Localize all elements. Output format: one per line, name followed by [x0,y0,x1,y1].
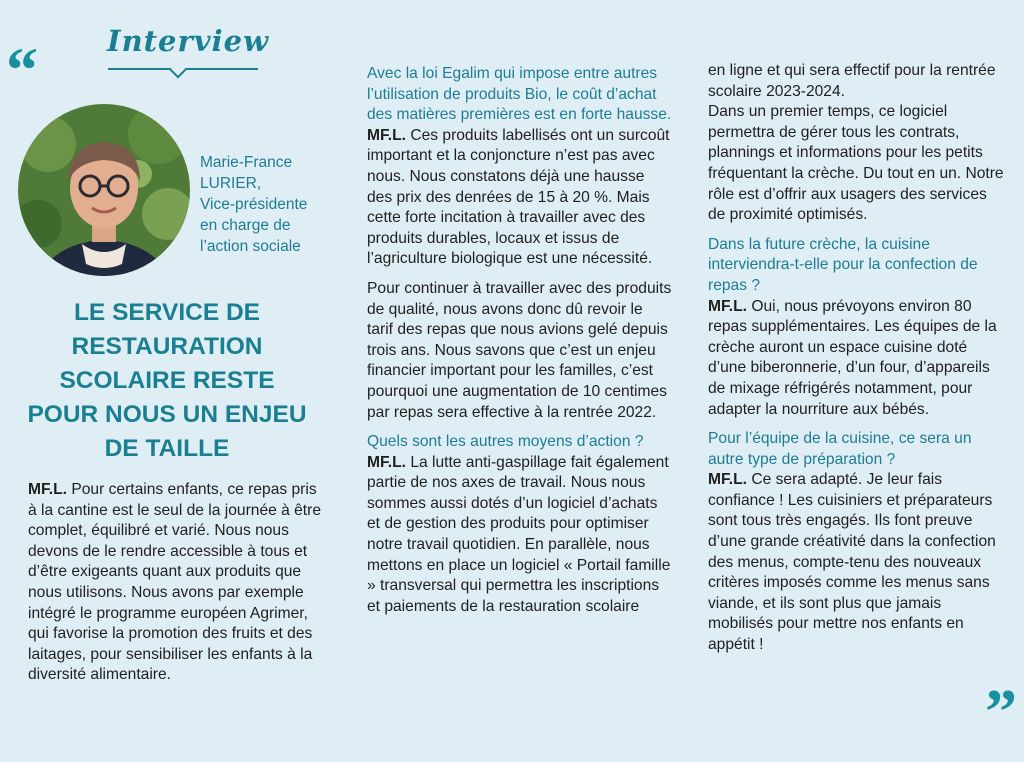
speaker-initials: MF.L. [367,453,406,471]
interviewee-first-name: Marie-France [200,154,293,171]
answer-text: Oui, nous prévoyons environ 80 repas supplémentaires. Les équipes de la crèche auront un espace cuisine doté d’une biberonnerie, d’un four, d’appareils de mixage réfrigérés notamment, pour adapter la nourriture aux bébés. [708,297,997,418]
interviewee-role-line: Vice-présidente [200,196,308,213]
headline: LE SERVICE DE RESTAURATION SCOLAIRE RESTE POUR NOUS UN ENJEU DE TAILLE [27,299,307,462]
answer-paragraph [708,470,1008,655]
answer-paragraph [367,126,672,270]
answer-continuation: en ligne et qui sera effectif pour la rentrée scolaire 2023-2024. [708,62,996,100]
speaker-initials: MF.L. [28,481,67,498]
interviewee-role-line: l’action sociale [200,238,301,255]
question-3: Dans la future crèche, la cuisine interviendra-t-elle pour la confection de repas ? [708,235,978,294]
answer-paragraph [367,453,672,618]
column-3 [708,61,1008,665]
answer-text: Pour certains enfants, ce repas pris à la cantine est le seul de la journée à être complet, équilibré et varié. Nous nous devons de le rendre accessible à tous et d’être exigeants quant aux produits que nous utilisons. Nous avons par exemple intégré le programme européen Agrimer, qui favorise la promotion des fruits et des laitages, pour sensibiliser les enfants à la diversité alimentaire. [28,481,322,684]
answer-text: Ces produits labellisés ont un surcoût important et la conjoncture n’est pas avec nous. Nous constatons déjà une hausse des prix des denrées de 15 à 20 %. Mais cette forte incitation à travailler avec des produits durables, locaux et issus de l’agriculture biologique est une nécessité. [367,126,670,268]
open-quote-mark: “ [6,34,32,105]
question-1: Avec la loi Egalim qui impose entre autres l’utilisation de produits Bio, le coût d’achat des matières premières est en forte hausse. [367,65,672,124]
answer-paragraph [28,480,328,686]
answer-paragraph: Pour continuer à travailler avec des produits de qualité, nous avons donc dû revoir le tarif des repas que nous avions gelé depuis trois ans. Nous savons que c’est un enjeu financier important pour les familles, c’est pourquoi une augmentation de 10 centimes par repas sera effective à la rentrée 2022. [367,279,672,421]
interviewee-info [200,152,330,257]
column-2 [367,64,672,626]
question-2: Quels sont les autres moyens d’action ? [367,433,644,451]
answer-text: Ce sera adapté. Je leur fais confiance ! Les cuisiniers et préparateurs sont tous très engagés. Ils font preuve d’une grande créativité dans la confection des menus, compte-tenu des nouveaux critères imposés comme les menus sans viande, et ils sont plus que jamais mobilisés pour mettre nos enfants en appétit ! [708,471,996,654]
answer-paragraph [708,297,1008,421]
interviewee-last-name: LURIER, [200,175,262,192]
answer-text: La lutte anti-gaspillage fait également partie de nos axes de travail. Nous nous sommes aussi dotés d’un logiciel d’achats et de gestion des produits pour optimiser notre travail quotidien. En parallèle, nous mettons en place un logiciel « Portail famille » transversal qui permettra les inscriptions et paiements de la restauration scolaire [367,453,671,615]
column-1 [28,480,328,695]
interviewee-role-line: en charge de [200,217,291,234]
speaker-initials: MF.L. [708,297,747,315]
section-title: Interview [107,24,270,58]
close-quote-mark: ” [985,676,1011,747]
title-underline-notch [170,62,187,79]
speaker-initials: MF.L. [367,126,406,144]
speaker-initials: MF.L. [708,471,747,489]
question-4: Pour l’équipe de la cuisine, ce sera un autre type de préparation ? [708,430,972,468]
answer-paragraph: Dans un premier temps, ce logiciel permettra de gérer tous les contrats, plannings et informations pour les petits fréquentant la crèche. Du tout en un. Notre rôle est d’offrir aux usagers des services de proximité optimisés. [708,103,1004,224]
portrait-photo [18,104,190,276]
